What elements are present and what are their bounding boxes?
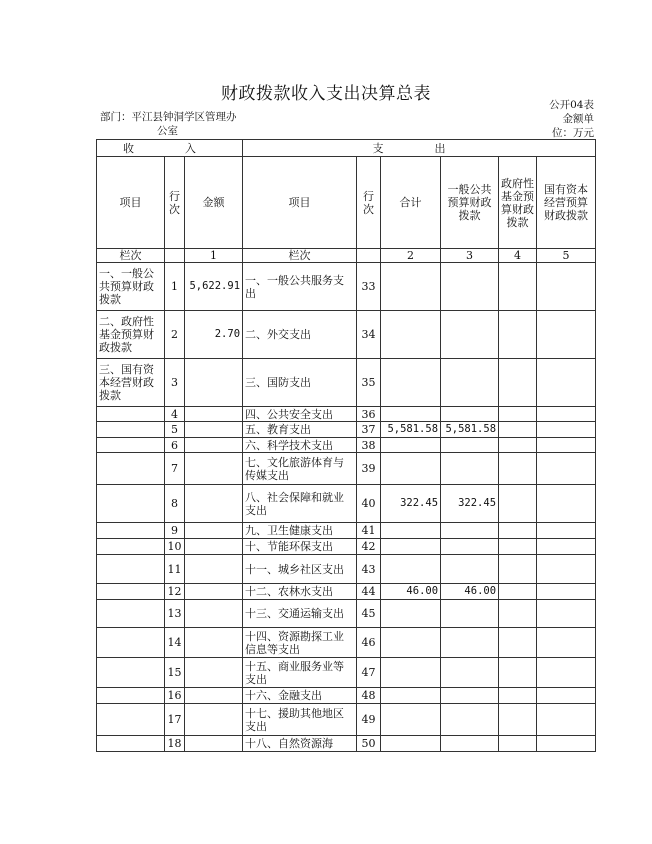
col-index-label: 栏次 (97, 249, 165, 263)
income-item-cell (97, 584, 165, 600)
income-item-cell (97, 628, 165, 658)
expense-item-cell: 三、国防支出 (243, 359, 357, 407)
income-rowno-header: 行次 (165, 157, 185, 249)
table-row (97, 539, 596, 555)
state-capital-cell (537, 628, 596, 658)
gov-fund-cell (499, 422, 537, 438)
total-cell (381, 359, 441, 407)
form-code: 公开04表 (549, 99, 594, 111)
income-amount-cell (185, 600, 243, 628)
state-capital-cell (537, 555, 596, 584)
income-rowno-cell: 8 (165, 485, 185, 523)
income-item-cell (97, 523, 165, 539)
income-amount-cell (185, 688, 243, 704)
state-capital-cell (537, 485, 596, 523)
expense-rowno-cell: 42 (357, 539, 381, 555)
expense-item-cell: 四、公共安全支出 (243, 407, 357, 422)
total-cell (381, 438, 441, 453)
income-amount-cell (185, 453, 243, 485)
income-rowno-cell: 9 (165, 523, 185, 539)
table-row (97, 453, 596, 485)
col-index-blank (165, 249, 185, 263)
state-capital-cell (537, 422, 596, 438)
expense-item-cell: 七、文化旅游体育与传媒支出 (243, 453, 357, 485)
income-amount-cell (185, 555, 243, 584)
state-capital-cell (537, 600, 596, 628)
income-item-cell (97, 539, 165, 555)
expense-rowno-cell: 35 (357, 359, 381, 407)
gov-fund-cell (499, 600, 537, 628)
gov-fund-cell (499, 688, 537, 704)
gov-fund-cell (499, 523, 537, 539)
expense-item-cell: 五、教育支出 (243, 422, 357, 438)
general-budget-cell (441, 453, 499, 485)
gov-fund-cell (499, 539, 537, 555)
expense-item-cell: 十、节能环保支出 (243, 539, 357, 555)
expense-rowno-cell: 39 (357, 453, 381, 485)
column-index-row (97, 249, 596, 263)
income-rowno-cell: 12 (165, 584, 185, 600)
income-amount-cell (185, 658, 243, 688)
expense-rowno-cell: 45 (357, 600, 381, 628)
total-cell (381, 628, 441, 658)
expense-item-cell: 十三、交通运输支出 (243, 600, 357, 628)
income-rowno-cell: 4 (165, 407, 185, 422)
total-cell (381, 311, 441, 359)
table-row (97, 658, 596, 688)
income-item-header: 项目 (97, 157, 165, 249)
table-row (97, 422, 596, 438)
state-capital-cell (537, 407, 596, 422)
state-capital-cell (537, 359, 596, 407)
expense-item-cell: 十五、商业服务业等支出 (243, 658, 357, 688)
col-index-blank-2 (357, 249, 381, 263)
table-row (97, 407, 596, 422)
income-amount-cell (185, 438, 243, 453)
general-budget-cell (441, 438, 499, 453)
general-budget-cell: 46.00 (441, 584, 499, 600)
col-index-1: 1 (185, 249, 243, 263)
total-cell (381, 539, 441, 555)
department-label (100, 110, 250, 138)
gov-fund-cell (499, 584, 537, 600)
budget-table (96, 139, 596, 752)
table-row (97, 359, 596, 407)
total-cell (381, 704, 441, 736)
total-header: 合计 (381, 157, 441, 249)
col-index-2: 2 (381, 249, 441, 263)
total-cell (381, 453, 441, 485)
total-cell (381, 658, 441, 688)
department-line1: 部门：平江县钟洞学区管理办 (100, 111, 237, 123)
table-row (97, 704, 596, 736)
table-row (97, 736, 596, 752)
expense-rowno-cell: 44 (357, 584, 381, 600)
table-row (97, 600, 596, 628)
general-budget-cell (441, 555, 499, 584)
page-title: 财政拨款收入支出决算总表 (221, 84, 431, 104)
general-budget-cell (441, 688, 499, 704)
income-amount-cell (185, 628, 243, 658)
total-cell (381, 600, 441, 628)
state-capital-cell (537, 453, 596, 485)
expense-rowno-cell: 38 (357, 438, 381, 453)
total-cell (381, 555, 441, 584)
expense-rowno-cell: 50 (357, 736, 381, 752)
income-rowno-cell: 5 (165, 422, 185, 438)
table-row (97, 263, 596, 311)
income-amount-cell (185, 584, 243, 600)
general-budget-cell (441, 407, 499, 422)
general-budget-cell (441, 523, 499, 539)
gov-fund-cell (499, 263, 537, 311)
gov-fund-cell (499, 311, 537, 359)
state-capital-cell (537, 438, 596, 453)
state-capital-cell (537, 311, 596, 359)
state-capital-cell (537, 539, 596, 555)
state-capital-cell (537, 704, 596, 736)
gov-fund-header: 政府性基金预算财政拨款 (499, 157, 537, 249)
general-budget-cell: 5,581.58 (441, 422, 499, 438)
income-header: 收 入 (97, 140, 243, 157)
section-header-row (97, 140, 596, 157)
gov-fund-cell (499, 555, 537, 584)
gov-fund-cell (499, 485, 537, 523)
income-item-cell (97, 736, 165, 752)
general-budget-cell (441, 359, 499, 407)
income-item-cell (97, 485, 165, 523)
general-budget-cell (441, 704, 499, 736)
income-item-cell (97, 704, 165, 736)
general-budget-cell: 322.45 (441, 485, 499, 523)
income-rowno-cell: 11 (165, 555, 185, 584)
expense-rowno-cell: 43 (357, 555, 381, 584)
gov-fund-cell (499, 438, 537, 453)
unit-line1: 金额单 (562, 113, 594, 125)
gov-fund-cell (499, 453, 537, 485)
state-capital-header: 国有资本经营预算财政拨款 (537, 157, 596, 249)
income-amount-header: 金额 (185, 157, 243, 249)
expense-item-header: 项目 (243, 157, 357, 249)
expense-item-cell: 一、一般公共服务支出 (243, 263, 357, 311)
state-capital-cell (537, 523, 596, 539)
total-cell (381, 523, 441, 539)
expense-item-cell: 八、社会保障和就业支出 (243, 485, 357, 523)
expense-item-cell: 十一、城乡社区支出 (243, 555, 357, 584)
col-index-4: 4 (499, 249, 537, 263)
expense-item-cell: 十七、援助其他地区支出 (243, 704, 357, 736)
table-row (97, 555, 596, 584)
total-cell (381, 263, 441, 311)
expense-rowno-cell: 34 (357, 311, 381, 359)
expense-item-cell: 十六、金融支出 (243, 688, 357, 704)
table-row (97, 523, 596, 539)
general-budget-cell (441, 658, 499, 688)
table-row (97, 688, 596, 704)
income-item-cell (97, 407, 165, 422)
income-rowno-cell: 3 (165, 359, 185, 407)
expense-rowno-cell: 41 (357, 523, 381, 539)
income-amount-cell (185, 736, 243, 752)
expense-rowno-cell: 47 (357, 658, 381, 688)
general-budget-cell (441, 311, 499, 359)
expense-item-cell: 六、科学技术支出 (243, 438, 357, 453)
general-budget-cell (441, 600, 499, 628)
general-budget-cell (441, 628, 499, 658)
total-cell: 322.45 (381, 485, 441, 523)
gov-fund-cell (499, 704, 537, 736)
total-cell: 46.00 (381, 584, 441, 600)
col-index-label-2: 栏次 (243, 249, 357, 263)
expense-rowno-header: 行次 (357, 157, 381, 249)
income-item-cell: 三、国有资本经营财政拨款 (97, 359, 165, 407)
expense-rowno-cell: 37 (357, 422, 381, 438)
state-capital-cell (537, 688, 596, 704)
general-budget-cell (441, 736, 499, 752)
gov-fund-cell (499, 628, 537, 658)
table-row (97, 584, 596, 600)
gov-fund-cell (499, 736, 537, 752)
income-rowno-cell: 2 (165, 311, 185, 359)
expense-item-cell: 九、卫生健康支出 (243, 523, 357, 539)
unit-line2: 位：万元 (552, 127, 594, 139)
income-item-cell (97, 600, 165, 628)
income-item-cell (97, 422, 165, 438)
income-amount-cell (185, 407, 243, 422)
expense-rowno-cell: 36 (357, 407, 381, 422)
expense-item-cell: 二、外交支出 (243, 311, 357, 359)
income-rowno-cell: 13 (165, 600, 185, 628)
col-index-5: 5 (537, 249, 596, 263)
total-cell: 5,581.58 (381, 422, 441, 438)
income-amount-cell (185, 704, 243, 736)
state-capital-cell (537, 584, 596, 600)
expense-header: 支 出 (243, 140, 596, 157)
col-index-3: 3 (441, 249, 499, 263)
income-rowno-cell: 1 (165, 263, 185, 311)
income-rowno-cell: 7 (165, 453, 185, 485)
state-capital-cell (537, 263, 596, 311)
total-cell (381, 407, 441, 422)
gov-fund-cell (499, 359, 537, 407)
expense-item-cell: 十四、资源勘探工业信息等支出 (243, 628, 357, 658)
income-item-cell (97, 438, 165, 453)
expense-item-cell: 十二、农林水支出 (243, 584, 357, 600)
income-amount-cell (185, 422, 243, 438)
income-amount-cell: 2.70 (185, 311, 243, 359)
income-rowno-cell: 16 (165, 688, 185, 704)
department-line2: 公室 (157, 125, 178, 137)
table-row (97, 311, 596, 359)
income-item-cell (97, 658, 165, 688)
state-capital-cell (537, 658, 596, 688)
income-amount-cell (185, 539, 243, 555)
income-rowno-cell: 18 (165, 736, 185, 752)
income-amount-cell: 5,622.91 (185, 263, 243, 311)
income-rowno-cell: 6 (165, 438, 185, 453)
table-row (97, 628, 596, 658)
total-cell (381, 736, 441, 752)
income-rowno-cell: 14 (165, 628, 185, 658)
income-item-cell: 二、政府性基金预算财政拨款 (97, 311, 165, 359)
expense-rowno-cell: 40 (357, 485, 381, 523)
income-item-cell: 一、一般公共预算财政拨款 (97, 263, 165, 311)
income-item-cell (97, 688, 165, 704)
expense-rowno-cell: 48 (357, 688, 381, 704)
total-cell (381, 688, 441, 704)
income-amount-cell (185, 485, 243, 523)
income-rowno-cell: 10 (165, 539, 185, 555)
table-row (97, 438, 596, 453)
gov-fund-cell (499, 658, 537, 688)
income-rowno-cell: 17 (165, 704, 185, 736)
gov-fund-cell (499, 407, 537, 422)
general-budget-cell (441, 263, 499, 311)
expense-item-cell: 十八、自然资源海 (243, 736, 357, 752)
state-capital-cell (537, 736, 596, 752)
expense-rowno-cell: 49 (357, 704, 381, 736)
expense-rowno-cell: 46 (357, 628, 381, 658)
table-row (97, 485, 596, 523)
income-item-cell (97, 555, 165, 584)
income-amount-cell (185, 523, 243, 539)
income-item-cell (97, 453, 165, 485)
income-amount-cell (185, 359, 243, 407)
expense-rowno-cell: 33 (357, 263, 381, 311)
column-header-row (97, 157, 596, 249)
general-budget-cell (441, 539, 499, 555)
income-rowno-cell: 15 (165, 658, 185, 688)
general-budget-header: 一般公共预算财政拨款 (441, 157, 499, 249)
